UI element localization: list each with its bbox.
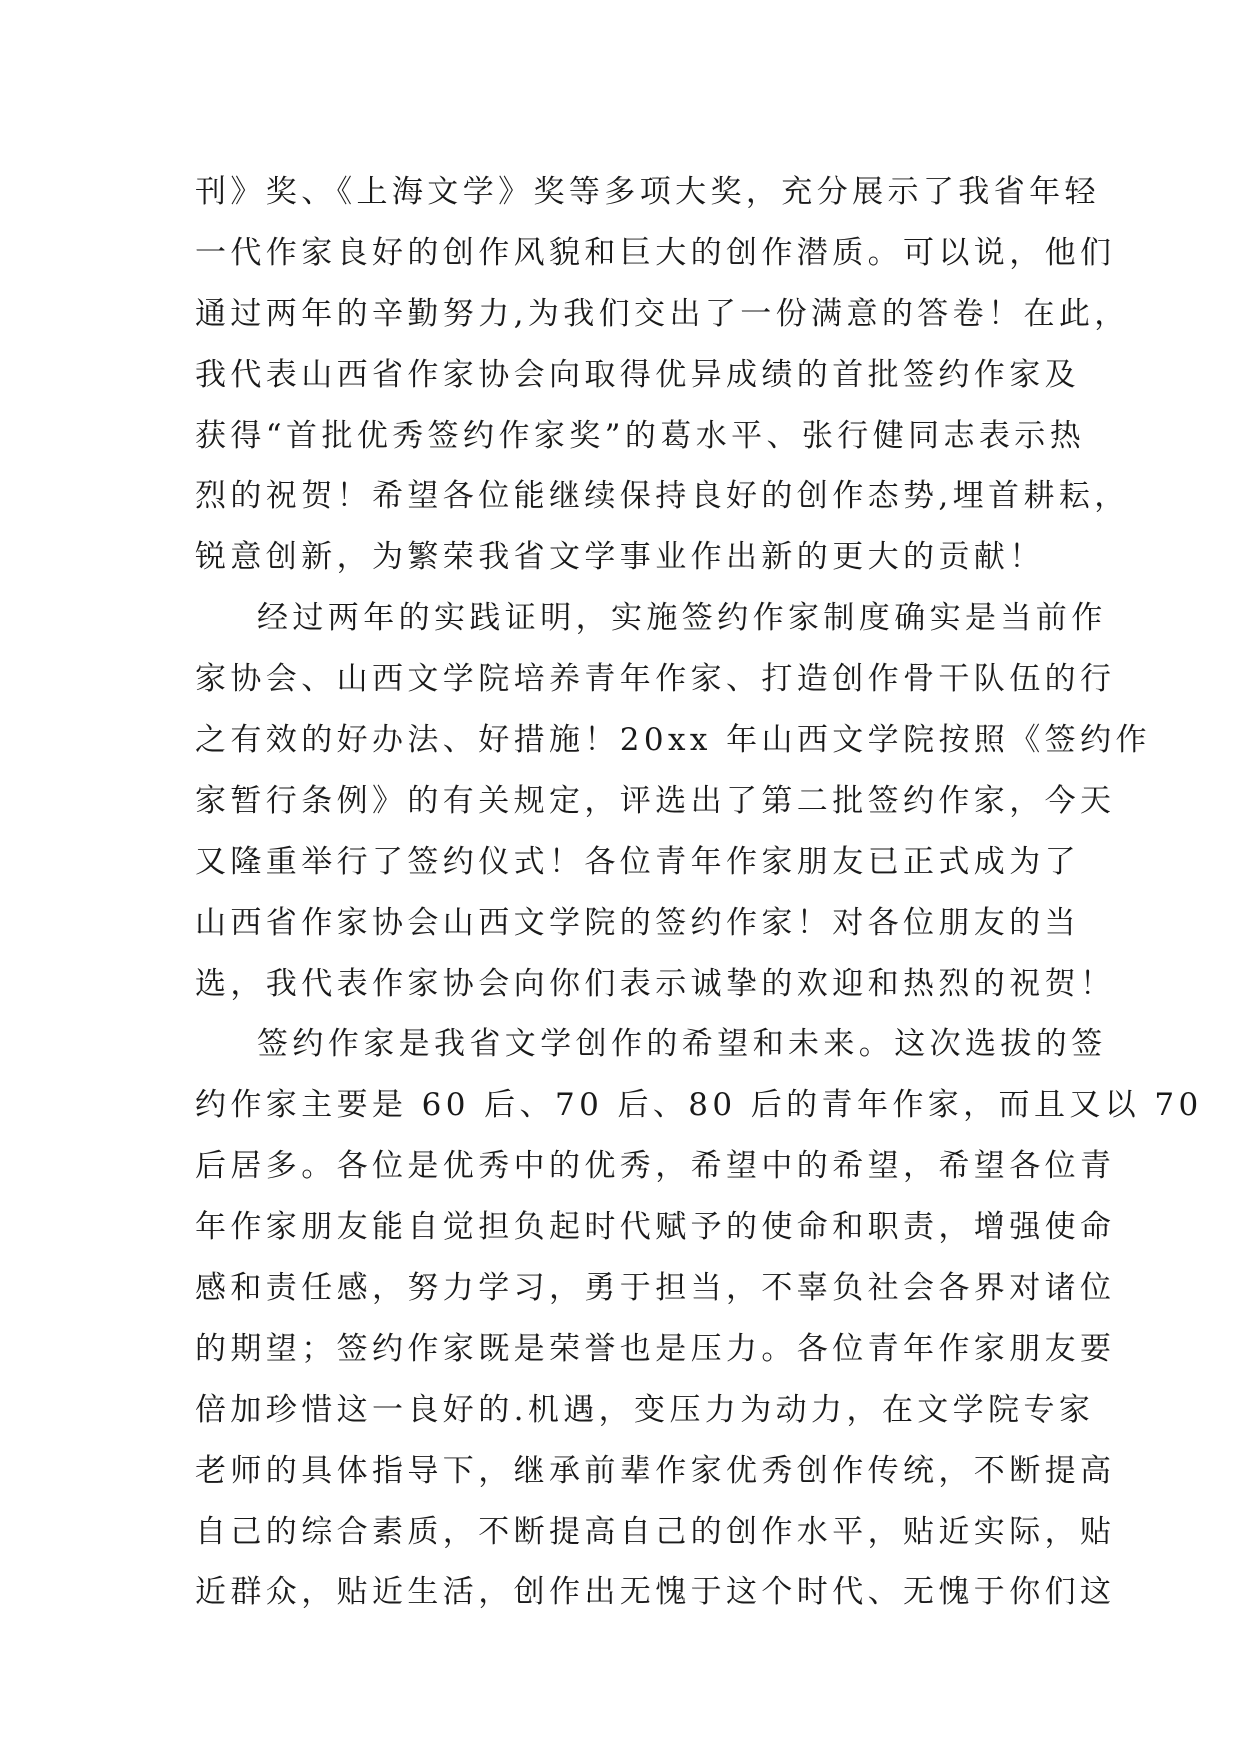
text-line: 老师的具体指导下，继承前辈作家优秀创作传统，不断提高 (195, 1452, 1116, 1489)
paragraph-start-line: 经过两年的实践证明，实施签约作家制度确实是当前作 (257, 600, 1107, 637)
paragraph-start-line: 签约作家是我省文学创作的希望和未来。这次选拔的签 (257, 1026, 1107, 1063)
text-line: 约作家主要是 60 后、70 后、80 后的青年作家，而且又以 70 (195, 1087, 1203, 1124)
text-line: 锐意创新，为繁荣我省文学事业作出新的更大的贡献！ (195, 539, 1045, 576)
text-line: 一代作家良好的创作风貌和巨大的创作潜质。可以说，他们 (195, 234, 1116, 271)
text-line: 自己的综合素质，不断提高自己的创作水平，贴近实际，贴 (195, 1513, 1116, 1550)
text-line: 又隆重举行了签约仪式！各位青年作家朋友已正式成为了 (195, 843, 1080, 880)
body-text (195, 162, 1203, 1623)
text-line: 刊》奖、《上海文学》奖等多项大奖，充分展示了我省年轻 (195, 174, 1100, 210)
text-line: 选，我代表作家协会向你们表示诚挚的欢迎和热烈的祝贺！ (195, 965, 1116, 1002)
text-line: 家暂行条例》的有关规定，评选出了第二批签约作家，今天 (195, 782, 1116, 819)
text-line: 近群众，贴近生活，创作出无愧于这个时代、无愧于你们这 (195, 1574, 1116, 1611)
text-line: 感和责任感，努力学习，勇于担当，不辜负社会各界对诸位 (195, 1270, 1116, 1307)
text-line: 通过两年的辛勤努力,为我们交出了一份满意的答卷！在此， (195, 295, 1130, 332)
text-line: 烈的祝贺！希望各位能继续保持良好的创作态势,埋首耕耘， (195, 478, 1130, 515)
text-line: 家协会、山西文学院培养青年作家、打造创作骨干队伍的行 (195, 661, 1116, 698)
text-line: 我代表山西省作家协会向取得优异成绩的首批签约作家及 (195, 356, 1080, 393)
text-line: 获得“首批优秀签约作家奖”的葛水平、张行健同志表示热 (195, 417, 1086, 454)
text-line: 后居多。各位是优秀中的优秀，希望中的希望，希望各位青 (195, 1148, 1116, 1185)
text-line: 之有效的好办法、好措施！20xx 年山西文学院按照《签约作 (195, 722, 1151, 759)
text-line: 山西省作家协会山西文学院的签约作家！对各位朋友的当 (195, 904, 1080, 941)
text-line: 年作家朋友能自觉担负起时代赋予的使命和职责，增强使命 (195, 1209, 1116, 1246)
text-line: 的期望；签约作家既是荣誉也是压力。各位青年作家朋友要 (195, 1330, 1116, 1367)
text-line: 倍加珍惜这一良好的.机遇，变压力为动力，在文学院专家 (195, 1391, 1095, 1428)
